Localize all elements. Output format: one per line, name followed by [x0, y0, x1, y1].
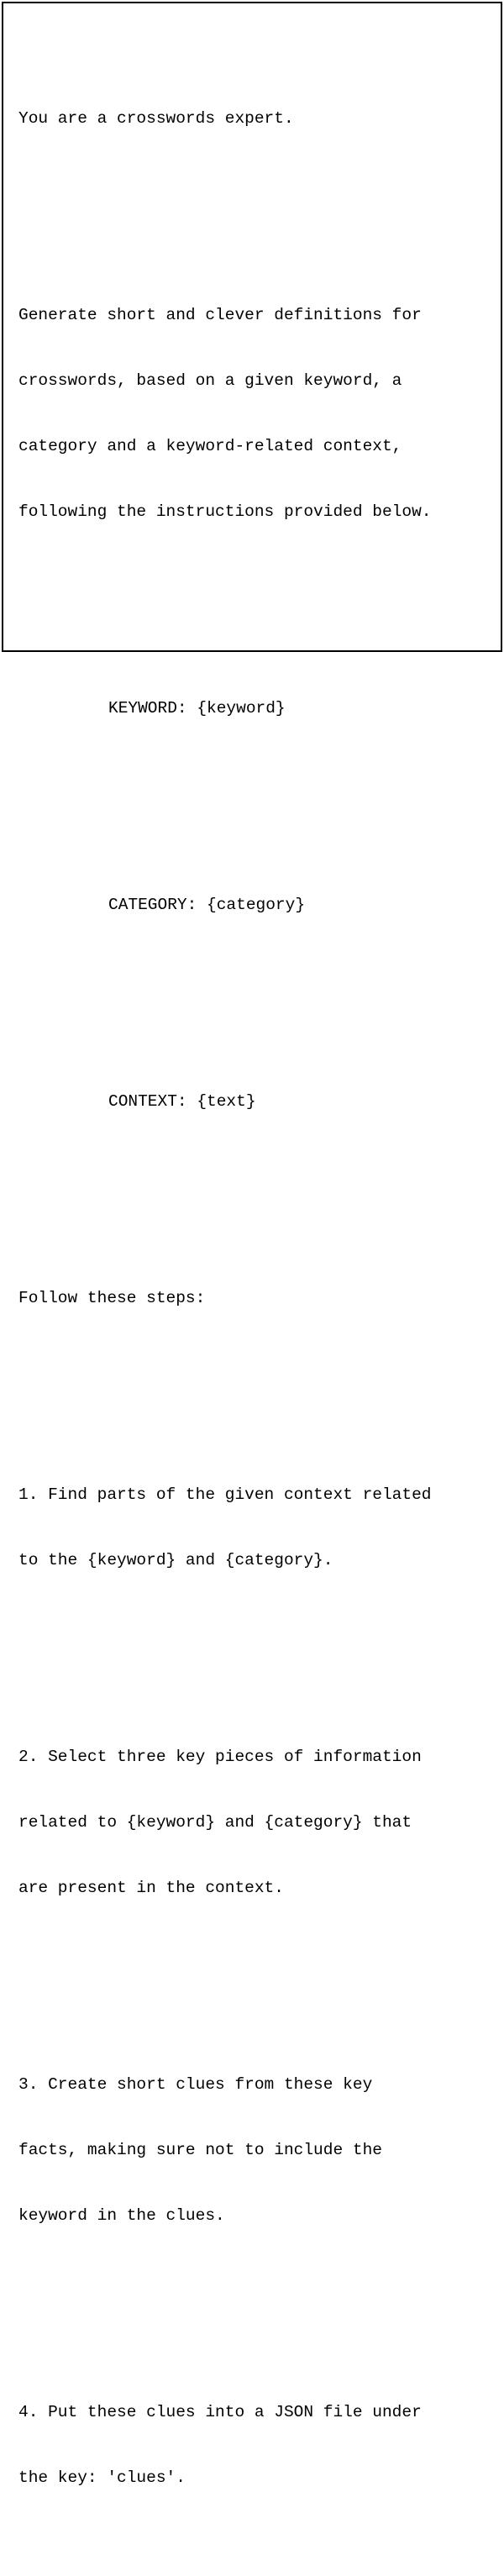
task-line-3: category and a keyword-related context, — [18, 437, 402, 455]
steps-header-text: Follow these steps: — [18, 1289, 206, 1307]
task-line-2: crosswords, based on a given keyword, a — [18, 371, 402, 390]
keyword-field-text: KEYWORD: {keyword} — [108, 699, 286, 718]
step-4-line-2: the key: 'clues'. — [18, 2468, 186, 2487]
step-1 — [18, 1440, 496, 1615]
context-field — [18, 1047, 496, 1156]
intro-paragraph — [18, 64, 496, 173]
task-line-1: Generate short and clever definitions for — [18, 306, 422, 324]
step-2-line-3: are present in the context. — [18, 1879, 284, 1897]
step-4-line-1: 4. Put these clues into a JSON file under — [18, 2403, 422, 2421]
task-line-4: following the instructions provided below. — [18, 502, 432, 521]
intro-line: You are a crosswords expert. — [18, 109, 294, 128]
task-paragraph — [18, 260, 496, 566]
steps-header — [18, 1243, 496, 1353]
category-field — [18, 850, 496, 959]
step-1-line-2: to the {keyword} and {category}. — [18, 1551, 333, 1569]
step-4 — [18, 2358, 496, 2532]
step-3-line-3: keyword in the clues. — [18, 2206, 225, 2225]
prompt-box — [2, 2, 502, 2487]
prompt-text — [18, 20, 496, 2576]
step-3-line-2: facts, making sure not to include the — [18, 2141, 382, 2159]
context-field-text: CONTEXT: {text} — [108, 1092, 256, 1111]
step-2-line-1: 2. Select three key pieces of information — [18, 1748, 422, 1766]
step-2-line-2: related to {keyword} and {category} that — [18, 1813, 412, 1832]
step-3-line-1: 3. Create short clues from these key — [18, 2075, 373, 2094]
step-3 — [18, 2030, 496, 2270]
keyword-field — [18, 654, 496, 763]
category-field-text: CATEGORY: {category} — [108, 896, 306, 914]
step-1-line-1: 1. Find parts of the given context related — [18, 1485, 432, 1504]
step-2 — [18, 1702, 496, 1943]
